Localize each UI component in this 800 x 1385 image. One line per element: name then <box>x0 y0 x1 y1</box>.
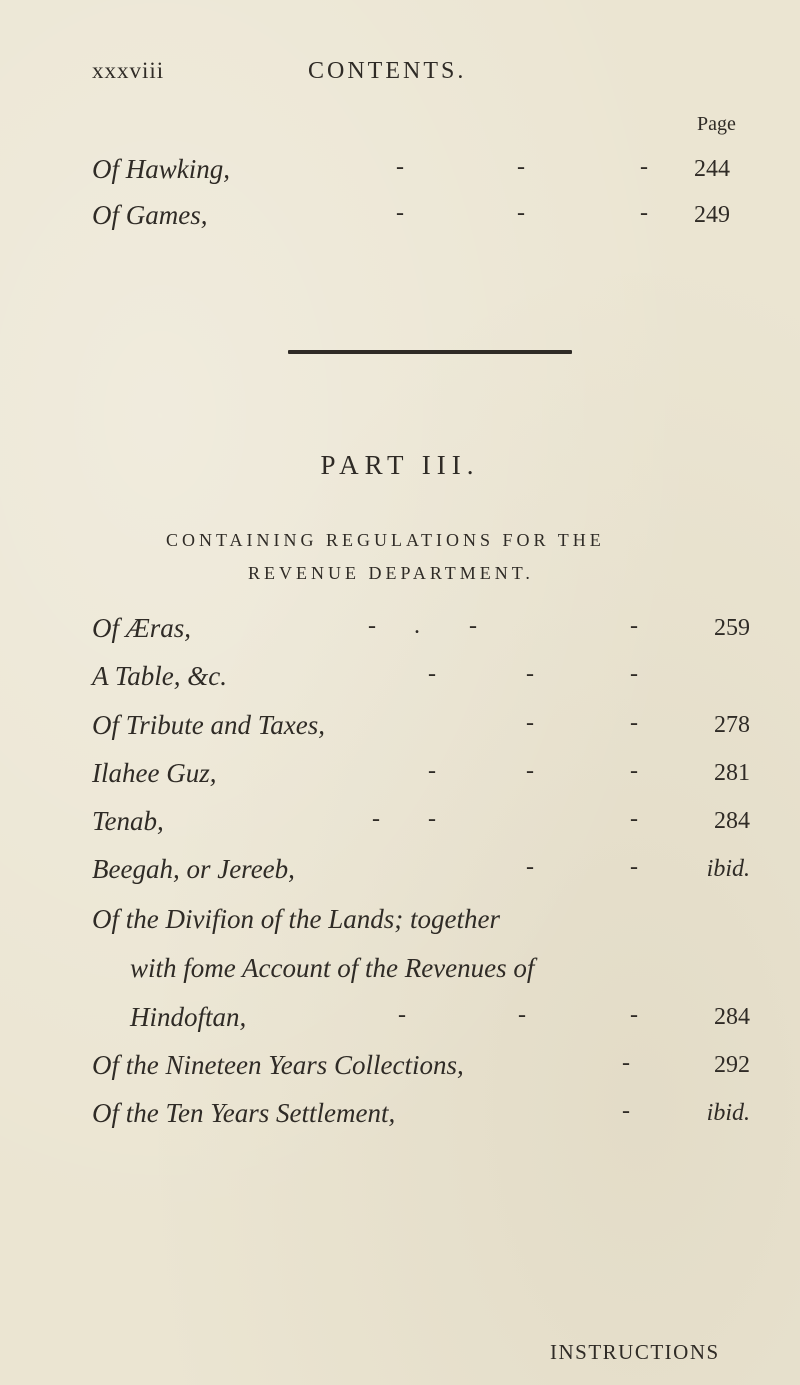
catchword: INSTRUCTIONS <box>550 1340 720 1364</box>
leader-dash: - <box>372 806 380 832</box>
toc-entry-title: Of Games, <box>92 200 208 230</box>
leader-dash: - <box>630 854 638 880</box>
toc-entry-title: Of Hawking, <box>92 154 230 184</box>
leader-dash: - <box>428 661 436 687</box>
leader-dash: - <box>622 1050 630 1076</box>
toc-entry-title: Beegah, or Jereeb, <box>92 854 295 884</box>
toc-entry-title: A Table, &c. <box>92 661 228 691</box>
toc-page-number: 284 <box>714 1004 750 1030</box>
running-head: CONTENTS. <box>308 58 467 84</box>
toc-entry-title: Of the Nineteen Years Collections, <box>92 1050 464 1080</box>
leader-dash: - <box>526 854 534 880</box>
leader-dash: - <box>630 806 638 832</box>
leader-dash: - <box>517 154 525 180</box>
toc-page-number: 244 <box>694 156 730 182</box>
toc-entry-title-continued: Hindoftan, <box>130 1002 247 1032</box>
leader-dash: - <box>469 613 477 639</box>
leader-dash: - <box>526 661 534 687</box>
leader-dash: - <box>630 613 638 639</box>
leader-dash: - <box>526 758 534 784</box>
toc-entry-title: Of the Ten Years Settlement, <box>92 1098 396 1128</box>
part-title: PART III. <box>320 450 480 480</box>
toc-page-number: 259 <box>714 615 750 641</box>
toc-entry-title: Of Æras, <box>92 613 192 643</box>
leader-dash: - <box>526 710 534 736</box>
toc-entry-title-continued: with fome Account of the Revenues of <box>130 953 535 983</box>
leader-dash: - <box>517 200 525 226</box>
leader-dash: - <box>630 661 638 687</box>
toc-entry-title: Tenab, <box>92 806 164 836</box>
toc-page-number: 278 <box>714 712 750 738</box>
leader-dash: - <box>368 613 376 639</box>
toc-page-number: ibid. <box>706 856 750 882</box>
leader-dash: - <box>398 1002 406 1028</box>
toc-entry-title: Ilahee Guz, <box>92 758 217 788</box>
leader-dash: - <box>428 806 436 832</box>
toc-page-number: 249 <box>694 202 730 228</box>
leader-dash: - <box>622 1098 630 1124</box>
toc-page-number: ibid. <box>706 1100 750 1126</box>
leader-dash: - <box>640 154 648 180</box>
folio-number: xxxviii <box>92 58 165 83</box>
page-column-label: Page <box>697 113 736 135</box>
leader-dash: - <box>396 154 404 180</box>
toc-entry-title: Of Tribute and Taxes, <box>92 710 326 740</box>
toc-entry-title: Of the Divifion of the Lands; together <box>92 904 500 934</box>
part-subtitle-line: REVENUE DEPARTMENT. <box>248 563 534 583</box>
leader-dash: - <box>630 1002 638 1028</box>
leader-dash: - <box>428 758 436 784</box>
toc-page-number: 284 <box>714 808 750 834</box>
leader-dash: - <box>630 710 638 736</box>
toc-page-number: 281 <box>714 760 750 786</box>
part-subtitle-line: CONTAINING REGULATIONS FOR THE <box>166 530 605 550</box>
leader-dash: - <box>630 758 638 784</box>
section-divider-rule <box>288 350 572 354</box>
leader-dash: - <box>518 1002 526 1028</box>
leader-dash: - <box>396 200 404 226</box>
leader-dash: . <box>414 613 420 639</box>
leader-dash: - <box>640 200 648 226</box>
toc-page-number: 292 <box>714 1052 750 1078</box>
